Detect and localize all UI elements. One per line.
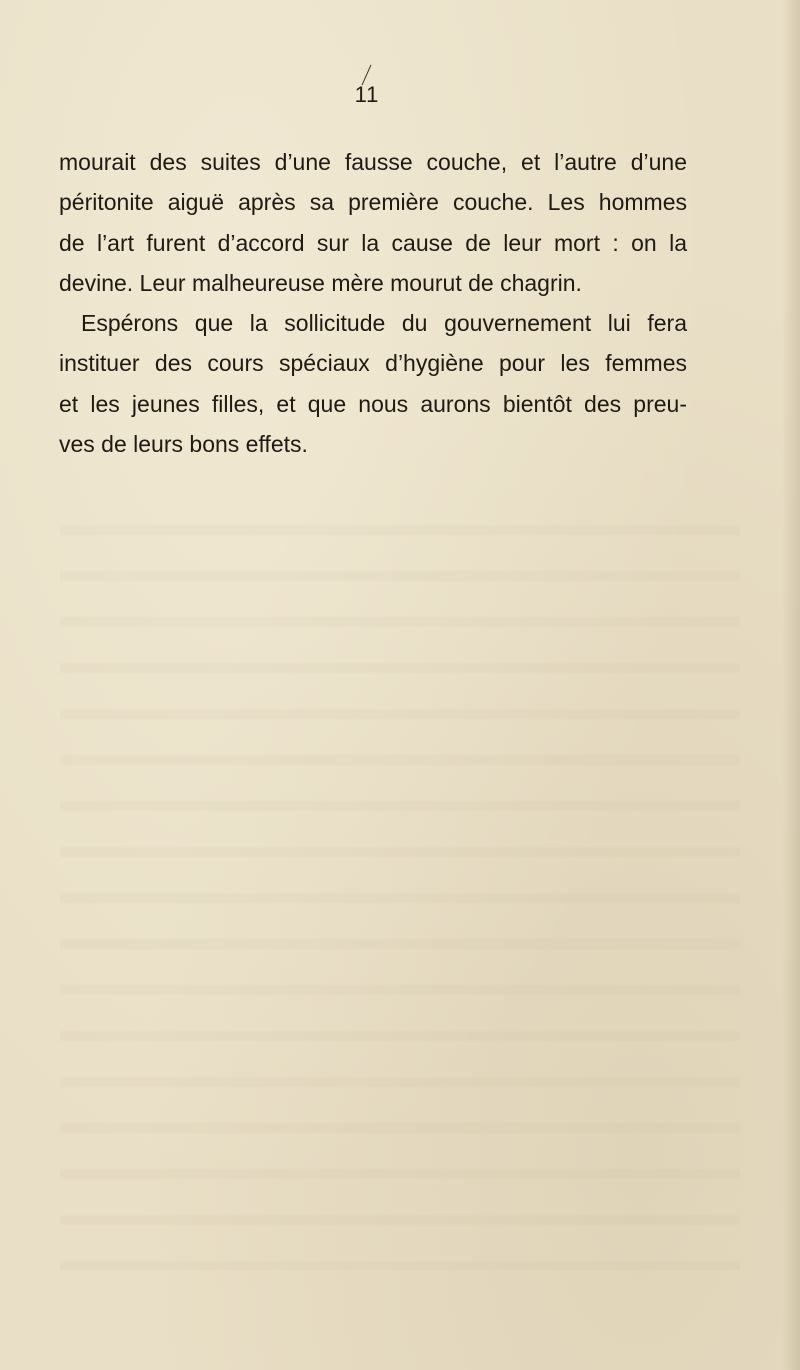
text-line: et les jeunes filles, et que nous aurons bientôt des preu- (59, 390, 687, 417)
page-number: 11 (354, 82, 380, 107)
text-line: péritonite aiguë après sa première couche. Les hommes (59, 189, 687, 216)
show-through-texture (60, 490, 740, 1270)
text-line: ves de leurs bons effets. (59, 431, 308, 458)
text-line: devine. Leur malheureuse mère mourut de chagrin. (59, 269, 582, 296)
page-edge-shadow (782, 0, 800, 1370)
body-paragraphs (59, 142, 687, 464)
text-line: instituer des cours spéciaux d’hygiène pour les femmes (59, 350, 687, 377)
text-line: de l’art furent d’accord sur la cause de leur mort : on la (59, 229, 687, 256)
text-line: mourait des suites d’une fausse couche, et l’autre d’une (59, 149, 687, 175)
text-line: Espérons que la sollicitude du gouvernement lui fera (81, 310, 687, 337)
